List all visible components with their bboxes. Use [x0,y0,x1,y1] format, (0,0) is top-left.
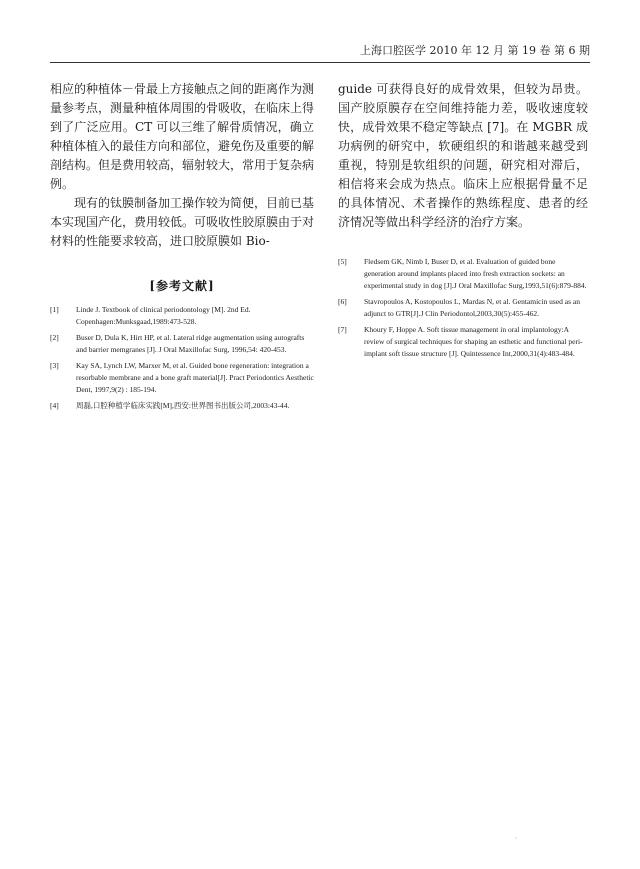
scan-mark: ˋ [514,838,519,848]
reference-text: Stavropoulos A, Kostopoulos L, Mardas N, et al. Gentamicin used as an adjunct to GTR[J].J Clin Periodontol,2003,30(5):455-462. [364,297,581,318]
reference-item [338,296,588,320]
reference-text: Fledsem GK, Nimb I, Buser D, et al. Evaluation of guided bone generation around implants placed into fresh extraction sockets: an experimental study in dog [J].J Oral Maxillofac Surg,1993,51(6):879-884. [364,257,587,290]
right-paragraph: guide 可获得良好的成骨效果，但较为昂贵。国产胶原膜存在空间维持能力差，吸收速度较快，成骨效果不稳定等缺点 [7]。在 MGBR 成功病例的研究中，软硬组织的和谐越来越受到重视，特别是软组织的问题，研究相对滞后，相信将来会成为热点。临床上应根据骨量不足的具体情况、术者操作的熟练程度、患者的经济情况等做出科学经济的治疗方案。 [338,82,588,229]
reference-item [50,332,314,356]
header-divider [50,62,590,63]
reference-number: [6] [338,297,347,306]
reference-number: [3] [50,361,59,370]
running-header: 上海口腔医学 2010 年 12 月 第 19 卷 第 6 期 [360,44,590,57]
references-title: [参考文献] [149,279,215,293]
reference-item [338,256,588,292]
reference-text: Linde J. Textbook of clinical periodontology [M]. 2nd Ed. Copenhagen:Munksgaad,1989:473-528. [76,305,251,326]
right-column [338,80,588,232]
reference-text: Kay SA, Lynch LW, Marxer M, et al. Guided bone regeneration: integration a resorbable membrane and a bone graft material[J]. Pract Periodontics Aesthetic Dent, 1997,9(2) : 185-194. [76,361,314,394]
reference-text: Khoury F, Hoppe A. Soft tissue management in oral implantology:A review of surgical techniques for shaping an esthetic and functional peri-implant soft tissue structure [J]. Quintessence Int,2000,31(4):483-484. [364,325,583,358]
reference-number: [4] [50,401,59,410]
reference-number: [5] [338,257,347,266]
reference-item [50,400,314,412]
left-paragraph-1: 相应的种植体－骨最上方接触点之间的距离作为测量参考点，测量种植体周围的骨吸收，在临床上得到了广泛应用。CT 可以三维了解骨质情况，确立种植体植入的最佳方向和部位，避免伤及重要的解剖结构。但是费用较高，辐射较大，常用于复杂病例。 [50,82,315,191]
reference-item [50,360,314,396]
left-column [50,80,314,416]
references-list-left [50,304,314,412]
reference-number: [7] [338,325,347,334]
reference-item [50,304,314,328]
reference-number: [1] [50,305,59,314]
reference-text: Buser D, Dula K, Hirt HP, et al. Lateral ridge augmentation using autografts and barrier memgranes [J]. J Oral Maxillofac Surg, 1996,54: 420-453. [76,333,305,354]
reference-text: 周磊,口腔种植学临床实践[M],西安:世界图书出版公司,2003:43-44. [76,401,290,410]
reference-number: [2] [50,333,59,342]
references-list-right-wrapper [338,256,588,364]
reference-item [338,324,588,360]
references-list-right [338,256,588,360]
left-paragraph-2: 现有的钛膜制备加工操作较为简便，目前已基本实现国产化，费用较低。可吸收性胶原膜由于对材料的性能要求较高，进口胶原膜如 Bio- [50,196,315,248]
